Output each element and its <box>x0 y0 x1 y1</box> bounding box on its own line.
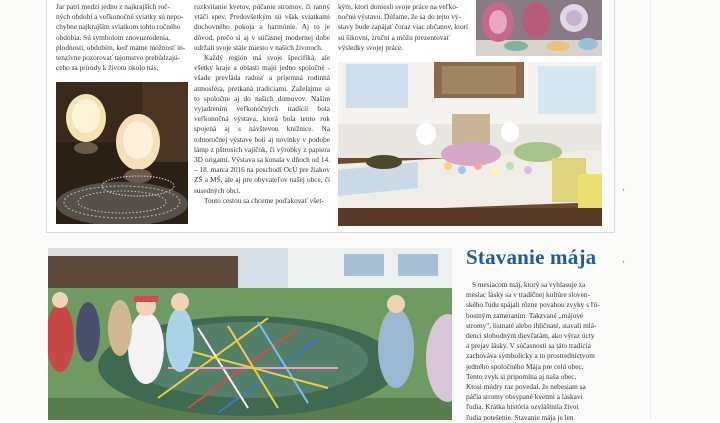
article2-line: mesiac lásky sa v tradičnej kultúre sloven- <box>466 290 591 300</box>
article2-line: jedného spoločného Mája pre celú obec. <box>466 361 584 371</box>
col1-line: tenzívne pozorovať tajomstvo prebúdzajú- <box>56 53 181 63</box>
col2-paragraph: Každý región má svoje špecifiká, ale všetky kraje a oblasti majú jedno spoločné - všade prevláda radosť a príjemná rodinná atmosféra, pretkaná tradíciami. Zaželajme si to spoločne aj do našich domovov. Naším vyjadrením veľkonočných tradícií bola veľkonočná výstava, ktorá bola tento rok spojená aj s návštevou knižnice. Na tohtoročnej výstave boli aj novinky v podobe lámp z pštrosích vajíčok, či výrobky z papiera 3D origami. Výstava sa konala v dňoch od 14. – 18. marca 2016 na poschodí OcÚ pre žiakov ZŠ a MŠ, ale aj pre obyvateľov našej obce, či susedných obcí. <box>194 53 330 195</box>
col3-line: sú šikovní, zruční a môžu prezentovať <box>338 32 450 42</box>
may-tree-image <box>48 248 452 420</box>
article2-line: Ktosi múdry raz povedal, že nebesiam sa <box>466 382 586 392</box>
article2-line: a prejav lásky. V súčasnosti sa táto tradícia <box>466 341 591 351</box>
scan-mark: ‹ <box>622 258 625 266</box>
scan-mark: ‹ <box>622 186 625 194</box>
easter-crafts-photo <box>476 0 602 56</box>
article2-text <box>466 280 608 423</box>
col1-line: plodnosti, obdobím, keď máme možnosť in- <box>56 42 186 52</box>
page-edge <box>650 0 651 420</box>
exhibition-image <box>338 62 602 226</box>
article2-line: denci slobodným dievčatám, ako výraz úcty <box>466 331 595 341</box>
article1-column3 <box>338 2 472 53</box>
col2-paragraph: rozkvitanie kvetov, púčanie stromov, či ranný vtáčí spev. Predovšetkým sú však sviatkami duchovného pokoja a harmónie. Aj to je dôvod, prečo si aj v súčasnej modernej dobe udržali svoje stále miesto v našich životoch. <box>194 2 330 52</box>
article2-line: bostným zameraním. Takzvané „májové <box>466 310 584 320</box>
article2-line: zachováva symbolicky a to prostredníctvom <box>466 351 595 361</box>
exhibition-photo <box>338 62 602 226</box>
article2-line: páčia stromy obsypané kvetmi a láskavi <box>466 392 583 402</box>
article2-line: ského ľudu spájali rôzne povahou zvyky s ľú- <box>466 300 600 310</box>
col3-line: nočnú výstavu. Dúfame, že sa do tejto vý- <box>338 12 461 22</box>
article2-line: ľudia. Krátka história ozvláštnila život <box>466 402 579 412</box>
may-tree-photo <box>48 248 452 420</box>
col3-line: výsledky svojej práce. <box>338 42 404 52</box>
col1-line: ných období a veľkonočné sviatky sú nepo- <box>56 12 184 22</box>
article2-line: Tento zvyk si pripomína aj naša obec. <box>466 371 577 381</box>
article1-column2 <box>194 2 330 206</box>
article2-line: S mesiacom máj, ktorý sa vyhlasuje za <box>472 280 586 289</box>
col1-line: ceho sa prírody k životu okolo nás, <box>56 63 159 73</box>
article2-line: ľudia potešenie. Stavanie mája je len <box>466 412 574 422</box>
article1-column1 <box>56 2 188 73</box>
egg-lamps-photo <box>56 82 188 224</box>
col3-line: stavy bude zapájať čoraz viac občanov, ktorí <box>338 22 469 32</box>
stavanie-maja-heading: Stavanie mája <box>466 245 597 269</box>
easter-crafts-image <box>476 0 602 56</box>
article2-line: stromy", listnaté alebo ihličnaté, stavali mlá- <box>466 320 597 330</box>
col2-paragraph: Touto cestou sa chceme poďakovať všet- <box>204 195 324 205</box>
col1-line: obdobia. Sú symbolom znovuzrodenia, <box>56 32 171 42</box>
col1-line: Jar patrí medzi jedno z najkrajších roč- <box>56 2 170 11</box>
col3-line: kým, ktorí doniesli svoje práce na veľko- <box>338 2 459 11</box>
egg-lamps-image <box>56 82 188 224</box>
col1-line: chybne najkrajším sviatkom tohto ročného <box>56 22 181 32</box>
